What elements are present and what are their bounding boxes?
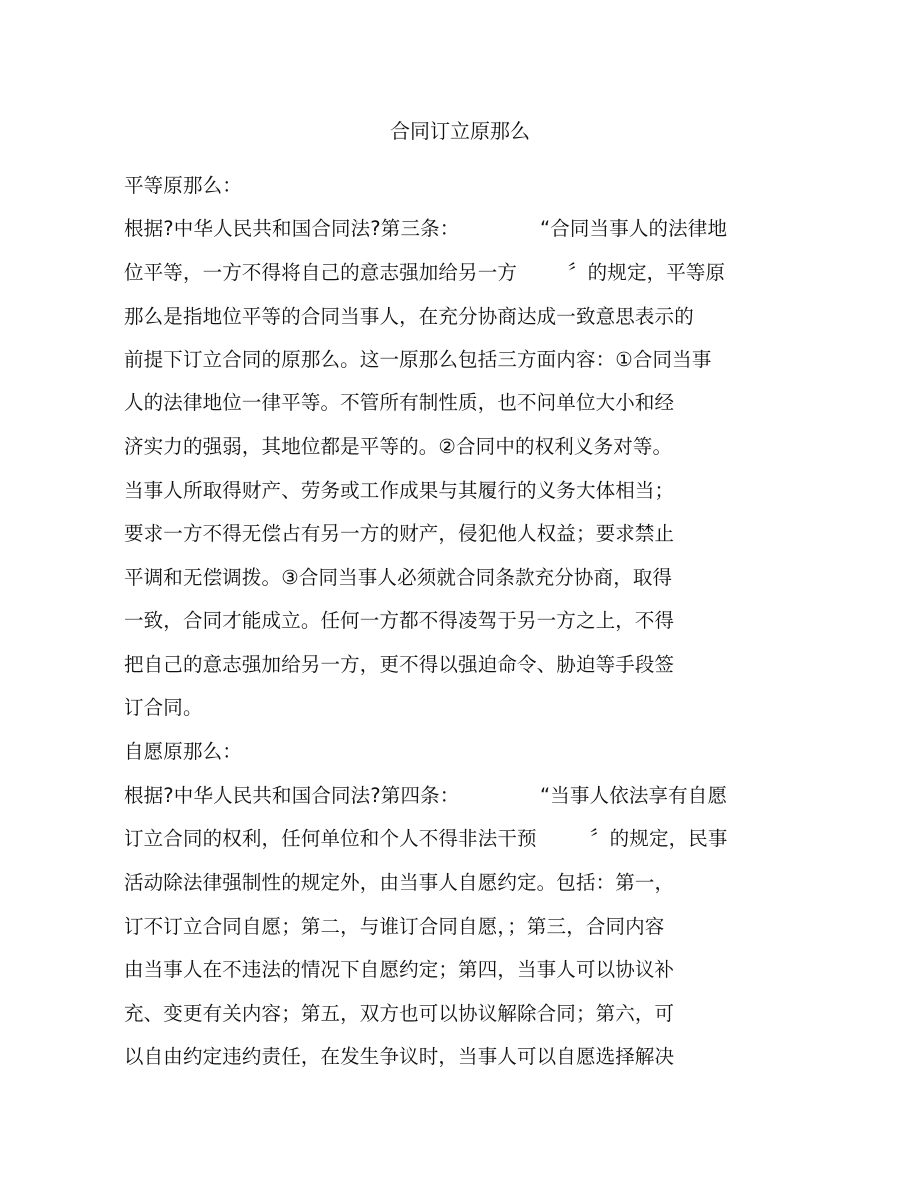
paragraph-line: 济实力的强弱，其地位都是平等的。②合同中的权利义务对等。 (124, 435, 673, 458)
paragraph-line: 以自由约定违约责任，在发生争议时，当事人可以自愿选择解决 (124, 1045, 675, 1068)
line-text: 根据?中华人民共和国合同法?第四条： (124, 784, 460, 807)
paragraph-line: 那么是指地位平等的合同当事人，在充分协商达成一致意思表示的 (124, 305, 694, 328)
paragraph-line (124, 259, 764, 287)
document-title: 合同订立原那么 (390, 119, 530, 143)
paragraph-line: 订不订立合同自愿；第二，与谁订合同自愿，；第三，合同内容 (124, 915, 665, 938)
paragraph-line: 充、变更有关内容；第五，双方也可以协议解除合同；第六，可 (124, 1002, 675, 1025)
section-heading-equal: 平等原那么： (124, 174, 242, 197)
paragraph-line: 前提下订立合同的原那么。这一原那么包括三方面内容：①合同当事 (124, 348, 712, 371)
section-heading-voluntary: 自愿原那么： (124, 740, 242, 763)
paragraph-line (124, 215, 764, 243)
line-text-quote: “合同当事人的法律地 (540, 217, 728, 240)
paragraph-line: 要求一方不得无偿占有另一方的财产，侵犯他人权益；要求禁止 (124, 522, 675, 545)
paragraph-line (124, 782, 764, 810)
paragraph-line (124, 825, 764, 853)
paragraph-line: 由当事人在不违法的情况下自愿约定；第四，当事人可以协议补 (124, 958, 675, 981)
paragraph-line: 一致，合同才能成立。任何一方都不得凌驾于另一方之上，不得 (124, 609, 675, 632)
line-text: 订立合同的权利，任何单位和个人不得非法干预 (124, 827, 537, 850)
paragraph-line: 订合同。 (124, 696, 203, 719)
line-text: 根据?中华人民共和国合同法?第三条： (124, 217, 460, 240)
paragraph-line: 把自己的意志强加给另一方，更不得以强迫命令、胁迫等手段签 (124, 653, 675, 676)
line-text-quote: “当事人依法享有自愿 (540, 784, 728, 807)
line-text-quote: 〞的规定，平等原 (568, 261, 726, 284)
paragraph-line: 当事人所取得财产、劳务或工作成果与其履行的义务大体相当； (124, 479, 675, 502)
paragraph-line: 平调和无偿调拨。③合同当事人必须就合同条款充分协商，取得 (124, 566, 673, 589)
paragraph-line: 人的法律地位一律平等。不管所有制性质，也不问单位大小和经 (124, 391, 675, 414)
line-text: 位平等，一方不得将自己的意志强加给另一方 (124, 261, 518, 284)
paragraph-line: 活动除法律强制性的规定外，由当事人自愿约定。包括：第一， (124, 871, 675, 894)
line-text-quote: 〞的规定，民事 (590, 827, 728, 850)
